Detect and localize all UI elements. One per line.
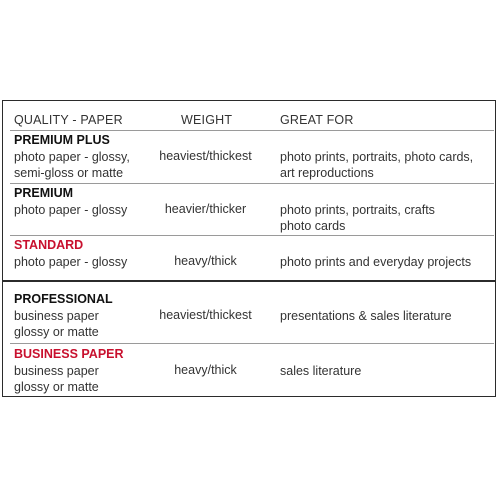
row-name: PREMIUM — [14, 186, 74, 200]
row-description: business paper — [14, 364, 99, 378]
row-weight: heavy/thick — [174, 254, 237, 268]
row-description: photo paper - glossy, — [14, 150, 130, 164]
header-quality-paper: QUALITY - PAPER — [14, 113, 123, 127]
divider — [10, 130, 494, 131]
row-great-for: photo cards — [280, 219, 346, 233]
divider — [10, 235, 494, 236]
row-great-for: photo prints and everyday projects — [280, 255, 472, 269]
paper-comparison-table — [2, 100, 496, 397]
section-divider — [3, 280, 495, 282]
divider — [10, 343, 494, 344]
row-description: business paper — [14, 309, 99, 323]
row-weight: heaviest/thickest — [159, 149, 252, 163]
row-weight: heavy/thick — [174, 363, 237, 377]
header-great-for: GREAT FOR — [280, 113, 354, 127]
row-great-for: photo prints, portraits, photo cards, — [280, 150, 474, 164]
header-weight: WEIGHT — [181, 113, 233, 127]
row-great-for: sales literature — [280, 364, 362, 378]
row-weight: heaviest/thickest — [159, 308, 252, 322]
row-name: PROFESSIONAL — [14, 292, 113, 306]
row-description: semi-gloss or matte — [14, 166, 124, 180]
row-description: photo paper - glossy — [14, 203, 128, 217]
row-name: PREMIUM PLUS — [14, 133, 110, 147]
row-description: photo paper - glossy — [14, 255, 128, 269]
row-name: STANDARD — [14, 238, 84, 252]
row-great-for: photo prints, portraits, crafts — [280, 203, 435, 217]
row-description: glossy or matte — [14, 380, 99, 394]
row-great-for: art reproductions — [280, 166, 374, 180]
row-name: BUSINESS PAPER — [14, 347, 124, 361]
row-weight: heavier/thicker — [164, 202, 247, 216]
row-description: glossy or matte — [14, 325, 99, 339]
divider — [10, 183, 494, 184]
row-great-for: presentations & sales literature — [280, 309, 452, 323]
